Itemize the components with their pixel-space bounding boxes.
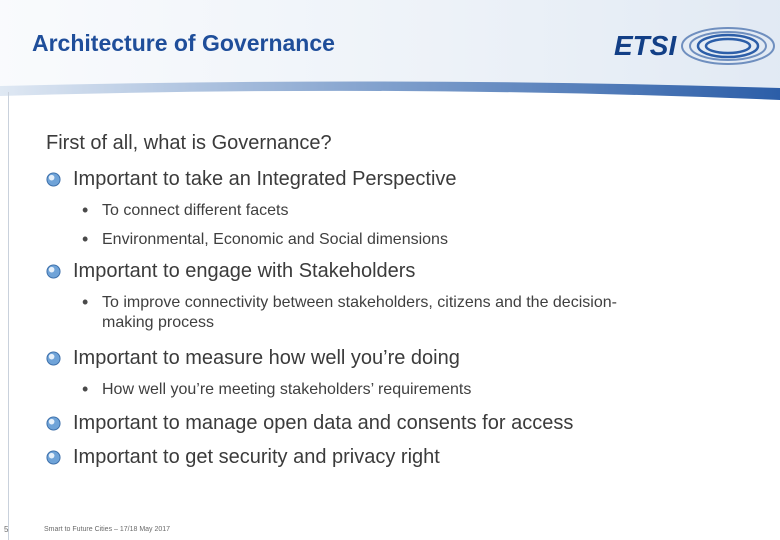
sub-bullet: • (82, 200, 89, 220)
globe-bullet-icon (46, 264, 61, 279)
list-item-label: Important to take an Integrated Perspective (73, 168, 457, 190)
list-item (46, 168, 457, 191)
list-item-label: Important to manage open data and consents for access (73, 412, 574, 434)
sub-item (82, 201, 288, 221)
globe-bullet-icon (46, 450, 61, 465)
page-number: 5 (4, 525, 9, 534)
globe-bullet-icon (46, 416, 61, 431)
sub-item (82, 293, 722, 333)
list-item (46, 260, 415, 283)
sub-item (82, 230, 448, 250)
intro-text: First of all, what is Governance? (46, 132, 332, 154)
sub-item-label: To connect different facets (102, 202, 289, 219)
footer-event-text: Smart to Future Cities – 17/18 May 2017 (44, 526, 171, 533)
logo-rings-icon (610, 24, 780, 70)
left-margin-rule (8, 92, 9, 540)
sub-item-label: How well you’re meeting stakeholders’ requirements (102, 381, 472, 398)
sub-bullet: • (82, 229, 89, 249)
list-item-label: Important to engage with Stakeholders (73, 260, 416, 282)
sub-bullet: • (82, 292, 89, 312)
etsi-logo (610, 24, 780, 70)
globe-bullet-icon (46, 172, 61, 187)
sub-item (82, 380, 471, 400)
list-item-label: Important to get security and privacy right (73, 446, 440, 468)
slide-title: Architecture of Governance (32, 30, 335, 56)
list-item (46, 412, 573, 435)
sub-item-label: Environmental, Economic and Social dimensions (102, 231, 448, 248)
slide-header (0, 0, 780, 100)
sub-bullet: • (82, 379, 89, 399)
list-item (46, 446, 440, 469)
list-item-label: Important to measure how well you’re doing (73, 347, 460, 369)
globe-bullet-icon (46, 351, 61, 366)
sub-item-label: To improve connectivity between stakeholders, citizens and the decision- making process (102, 294, 617, 331)
list-item (46, 347, 460, 370)
